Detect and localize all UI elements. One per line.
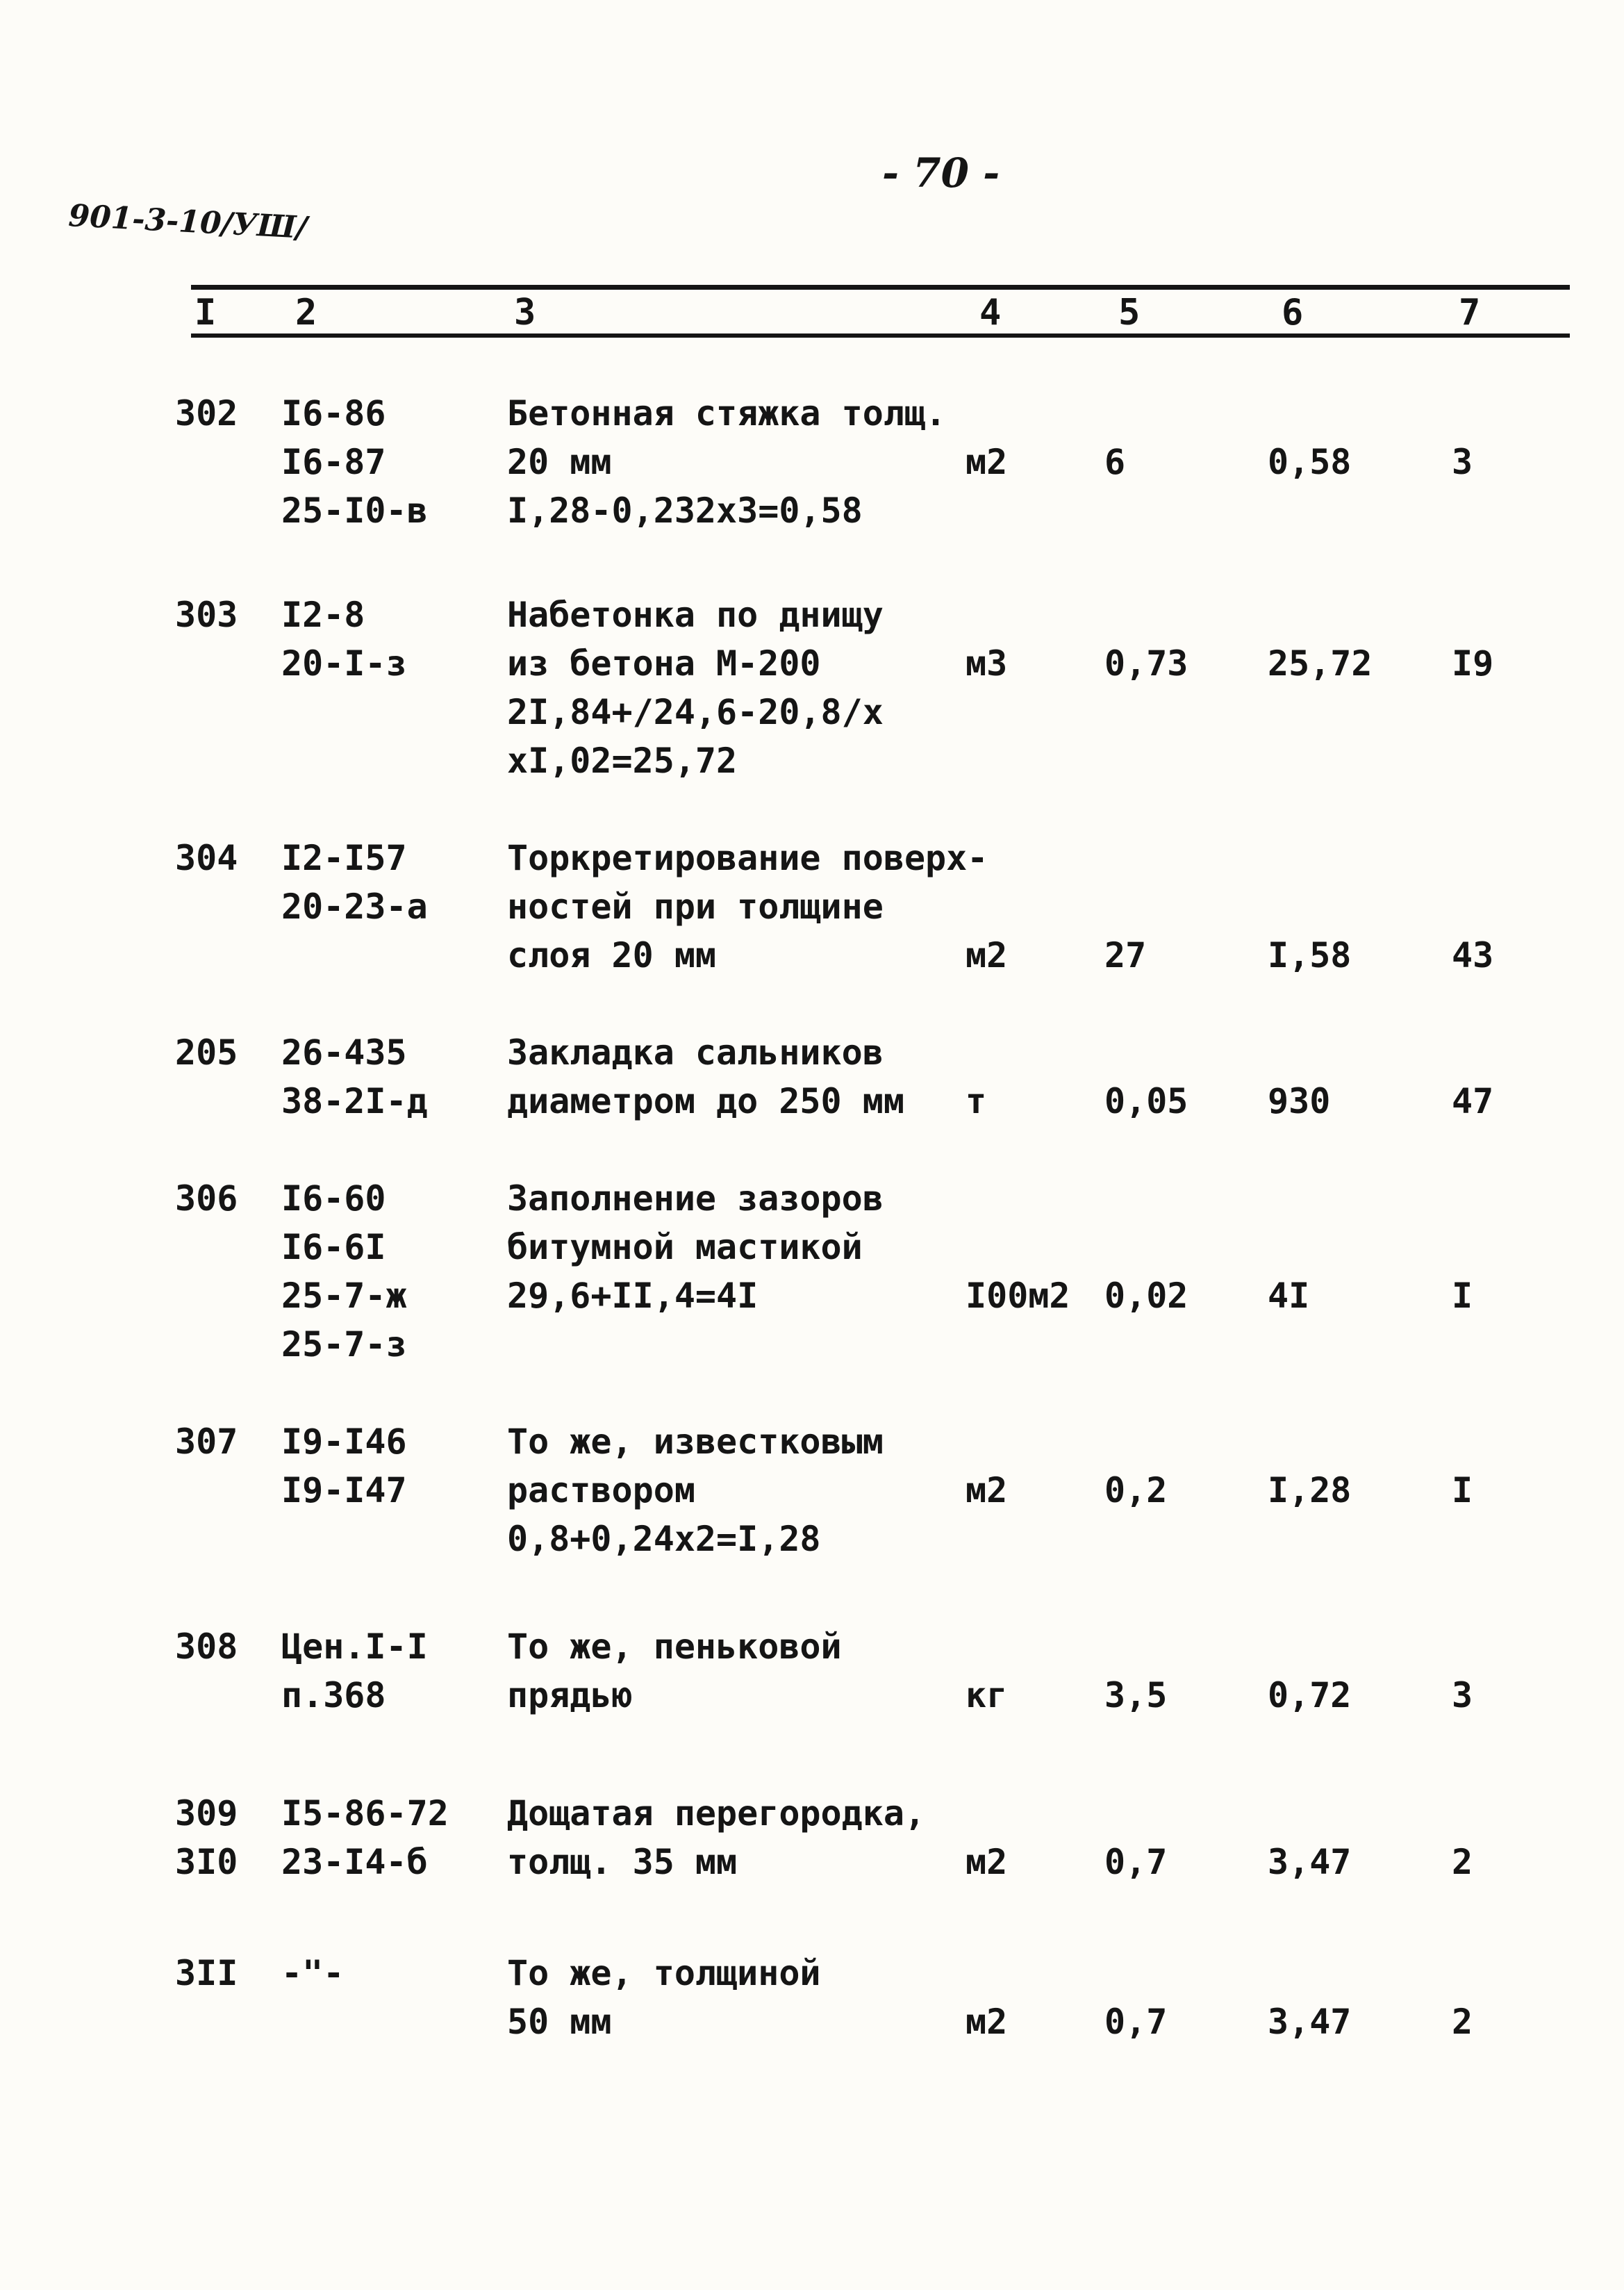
header-rule-bottom [191, 333, 1570, 338]
total-cell: I [1452, 1276, 1473, 1316]
unit-cell: кг [966, 1675, 1008, 1715]
norm-code: I6-60 [281, 1178, 386, 1219]
norm-code: I6-6I [281, 1227, 386, 1267]
column-header-7: 7 [1459, 292, 1481, 333]
work-description: битумной мастикой [507, 1227, 863, 1267]
unit-price-cell: 0,58 [1268, 442, 1352, 482]
total-cell: 47 [1452, 1081, 1494, 1121]
norm-code: 25-I0-в [281, 491, 428, 531]
unit-price-cell: I,28 [1268, 1470, 1352, 1510]
row-number: 309 [175, 1793, 238, 1834]
unit-price-cell: 930 [1268, 1081, 1331, 1121]
unit-price-cell: 3,47 [1268, 1842, 1352, 1882]
unit-price-cell: 4I [1268, 1276, 1310, 1316]
work-description: Бетонная стяжка толщ. [507, 393, 947, 434]
work-description: 0,8+0,24х2=I,28 [507, 1519, 821, 1559]
norm-code: п.368 [281, 1675, 386, 1715]
norm-code: I6-87 [281, 442, 386, 482]
norm-code: I2-8 [281, 595, 365, 635]
row-number: 3II [175, 1953, 238, 1993]
work-description: То же, толщиной [507, 1953, 821, 1993]
norm-code: I9-I46 [281, 1422, 407, 1462]
quantity-cell: 0,05 [1104, 1081, 1188, 1121]
work-description: слоя 20 мм [507, 935, 717, 975]
unit-price-cell: 3,47 [1268, 2002, 1352, 2042]
total-cell: 2 [1452, 2002, 1473, 2042]
unit-cell: м3 [966, 643, 1008, 684]
row-number: 304 [175, 838, 238, 878]
column-header-5: 5 [1118, 292, 1141, 333]
work-description: прядью [507, 1675, 633, 1715]
work-description: диаметром до 250 мм [507, 1081, 904, 1121]
unit-cell: м2 [966, 2002, 1008, 2042]
unit-price-cell: 25,72 [1268, 643, 1373, 684]
unit-cell: м2 [966, 442, 1008, 482]
column-header-4: 4 [979, 292, 1002, 333]
column-header-1: I [194, 292, 217, 333]
row-number: 307 [175, 1422, 238, 1462]
work-description: I,28-0,232х3=0,58 [507, 491, 863, 531]
row-number: 3I0 [175, 1842, 238, 1882]
quantity-cell: 6 [1104, 442, 1126, 482]
work-description: 20 мм [507, 442, 612, 482]
unit-cell: м2 [966, 1842, 1008, 1882]
row-number: 308 [175, 1626, 238, 1667]
total-cell: 3 [1452, 1675, 1473, 1715]
row-number: 205 [175, 1032, 238, 1073]
total-cell: I9 [1452, 643, 1494, 684]
row-number: 306 [175, 1178, 238, 1219]
work-description: Заполнение зазоров [507, 1178, 884, 1219]
row-number: 302 [175, 393, 238, 434]
total-cell: I [1452, 1470, 1473, 1510]
column-header-3: 3 [514, 292, 536, 333]
work-description: 50 мм [507, 2002, 612, 2042]
row-number: 303 [175, 595, 238, 635]
unit-price-cell: 0,72 [1268, 1675, 1352, 1715]
page-number: - 70 - [882, 149, 1000, 197]
total-cell: 2 [1452, 1842, 1473, 1882]
header-rule-top [191, 285, 1570, 290]
work-description: Набетонка по днищу [507, 595, 884, 635]
work-description: хI,02=25,72 [507, 741, 738, 781]
norm-code: I2-I57 [281, 838, 407, 878]
work-description: То же, известковым [507, 1422, 884, 1462]
norm-code: 38-2I-д [281, 1081, 428, 1121]
quantity-cell: 3,5 [1104, 1675, 1168, 1715]
work-description: То же, пеньковой [507, 1626, 842, 1667]
quantity-cell: 0,7 [1104, 1842, 1168, 1882]
norm-code: I9-I47 [281, 1470, 407, 1510]
norm-code: 20-23-а [281, 887, 428, 927]
work-description: 29,6+II,4=4I [507, 1276, 759, 1316]
column-header-2: 2 [295, 292, 317, 333]
work-description: раствором [507, 1470, 695, 1510]
work-description: 2I,84+/24,6-20,8/х [507, 692, 884, 732]
norm-code: 23-I4-б [281, 1842, 428, 1882]
work-description: из бетона М-200 [507, 643, 821, 684]
unit-cell: т [966, 1081, 987, 1121]
work-description: Дощатая перегородка, [507, 1793, 926, 1834]
work-description: ностей при толщине [507, 887, 884, 927]
column-header-6: 6 [1282, 292, 1304, 333]
norm-code: Цен.I-I [281, 1626, 428, 1667]
quantity-cell: 0,2 [1104, 1470, 1168, 1510]
document-code: 901-3-10/УШ/ [67, 198, 308, 246]
norm-code: I5-86-72 [281, 1793, 449, 1834]
unit-cell: м2 [966, 935, 1008, 975]
quantity-cell: 0,7 [1104, 2002, 1168, 2042]
norm-code: 25-7-ж [281, 1276, 407, 1316]
work-description: Закладка сальников [507, 1032, 884, 1073]
unit-cell: I00м2 [966, 1276, 1070, 1316]
quantity-cell: 0,02 [1104, 1276, 1188, 1316]
norm-code: 26-435 [281, 1032, 407, 1073]
work-description: толщ. 35 мм [507, 1842, 738, 1882]
norm-code: 20-I-з [281, 643, 407, 684]
total-cell: 3 [1452, 442, 1473, 482]
norm-code: 25-7-з [281, 1324, 407, 1365]
unit-price-cell: I,58 [1268, 935, 1352, 975]
norm-code: I6-86 [281, 393, 386, 434]
total-cell: 43 [1452, 935, 1494, 975]
unit-cell: м2 [966, 1470, 1008, 1510]
quantity-cell: 0,73 [1104, 643, 1188, 684]
work-description: Торкретирование поверх- [507, 838, 988, 878]
quantity-cell: 27 [1104, 935, 1147, 975]
norm-code: -"- [281, 1953, 345, 1993]
